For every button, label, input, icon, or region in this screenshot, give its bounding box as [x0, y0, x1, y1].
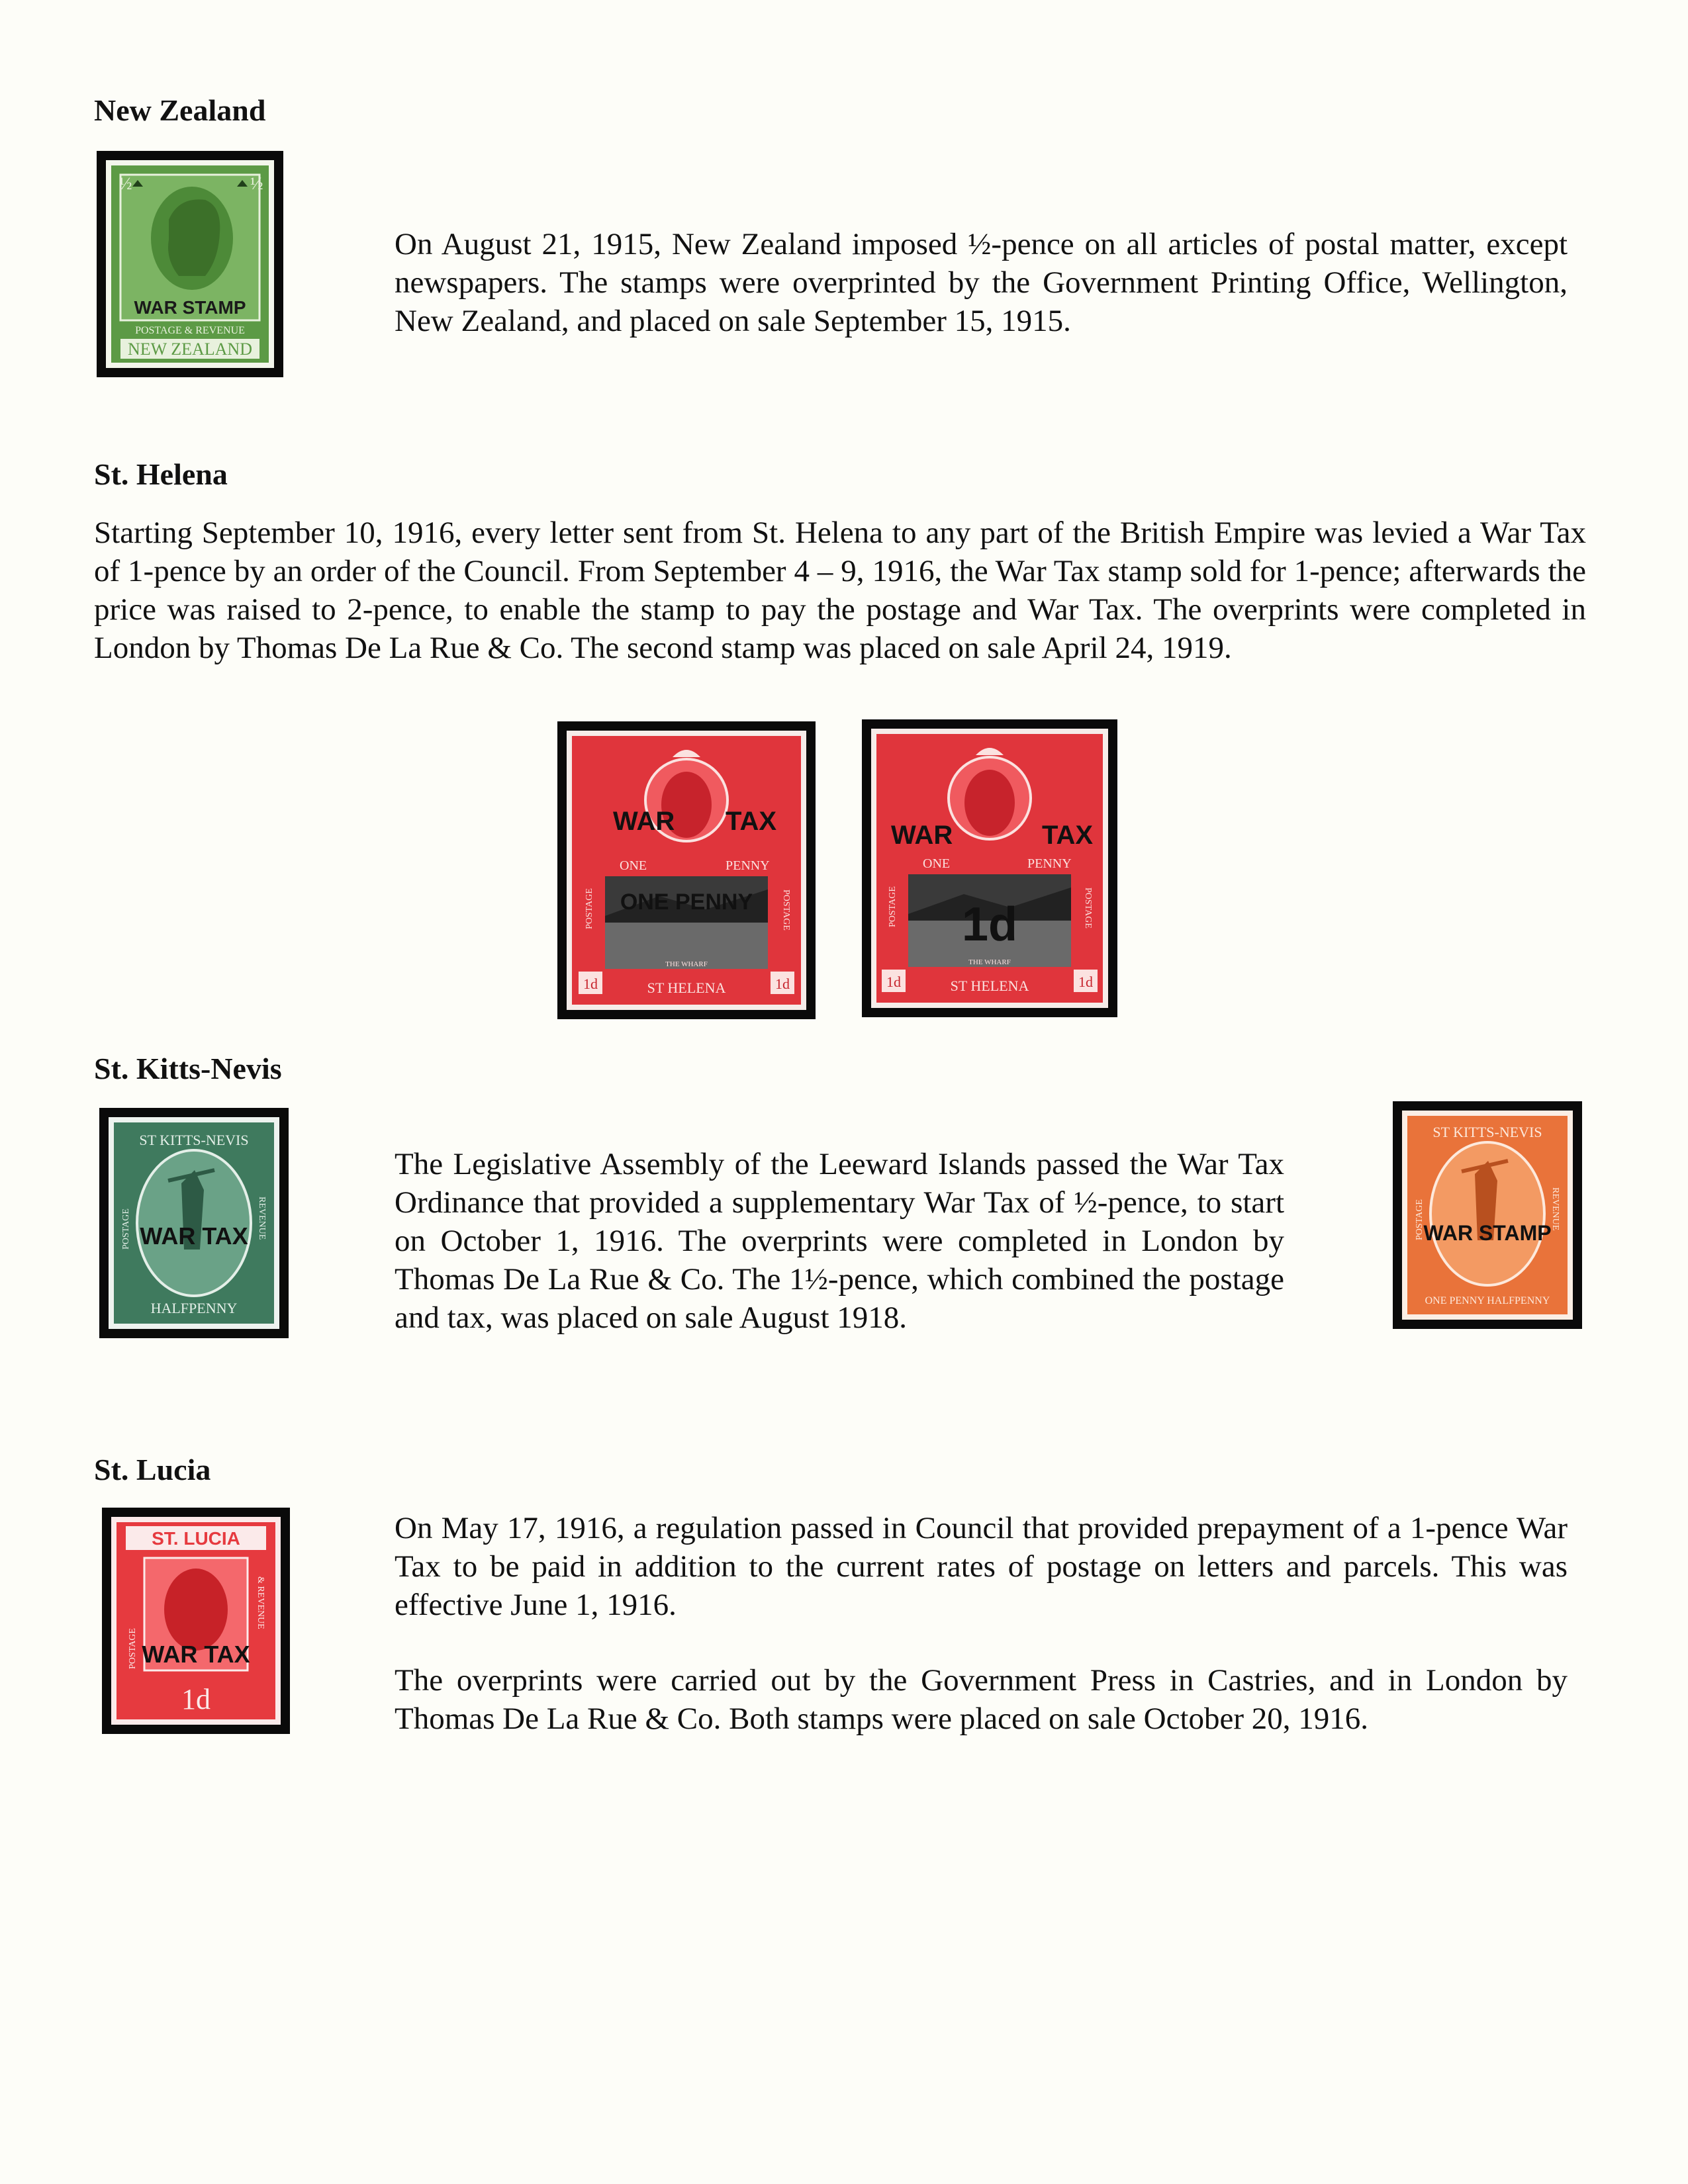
st-helena-2-value-left: 1d [886, 974, 901, 990]
st-helena-1-surcharge: ONE PENNY [620, 889, 753, 915]
stamp-st-helena-1 [557, 721, 816, 1019]
text-st-kitts-nevis: The Legislative Assembly of the Leeward Islands passed the War Tax Ordinance that provided a supplementary War Tax of ½-pence, to start on October 1, 1916. The overprints were completed in London by Thomas De La Rue & Co. The 1½-pence, which combined the postage and tax, was placed on sale August 1918. [395, 1147, 1284, 1335]
stamp-st-helena-2 [862, 719, 1117, 1017]
text-st-helena: Starting September 10, 1916, every letter sent from St. Helena to any part of the British Empire was levied a War Tax of 1-pence by an order of the Council. From September 4 – 9, 1916, the War Tax stamp sold for 1-pence; afterwards the price was raised to 2-pence, to enable the stamp to pay the postage and War Tax. The overprints were completed in London by Thomas De La Rue & Co. The second stamp was placed on sale April 24, 1919. [94, 516, 1586, 665]
st-helena-2-wharf: THE WHARF [968, 958, 1011, 966]
st-helena-2-side-left: POSTAGE [888, 886, 898, 927]
st-kitts-1-overprint: WAR TAX [140, 1222, 248, 1250]
st-kitts-2-side-right: REVENUE [1550, 1187, 1560, 1231]
st-kitts-2-side-left: POSTAGE [1415, 1199, 1425, 1240]
st-helena-1-value-left: 1d [583, 976, 598, 992]
st-helena-2-image [871, 729, 1108, 1008]
st-lucia-image [111, 1517, 281, 1725]
st-helena-2-side-right: POSTAGE [1083, 887, 1093, 929]
st-kitts-1-bottom: HALFPENNY [150, 1300, 238, 1316]
nz-overprint: WAR STAMP [134, 297, 246, 318]
st-lucia-value: 1d [181, 1683, 211, 1715]
st-kitts-1-side-right: REVENUE [257, 1197, 267, 1240]
st-helena-1-side-right: POSTAGE [781, 889, 791, 931]
st-helena-1-value-right: 1d [775, 976, 790, 992]
text-new-zealand: On August 21, 1915, New Zealand imposed ½-pence on all articles of postal matter, except newspapers. The stamps were overprinted by the Government Printing Office, Wellington, New Zealand, and placed on sale September 15, 1915. [395, 227, 1568, 338]
st-helena-2-label-one: ONE [923, 856, 951, 871]
st-kitts-2-bottom: ONE PENNY HALFPENNY [1425, 1295, 1550, 1306]
st-helena-1-label-one: ONE [620, 858, 647, 873]
st-helena-1-side-left: POSTAGE [585, 888, 594, 929]
st-helena-2-ovp-left: WAR [891, 821, 953, 850]
st-helena-1-country: ST HELENA [647, 979, 726, 996]
st-lucia-side-left: POSTAGE [128, 1628, 138, 1669]
st-lucia-top: ST. LUCIA [152, 1528, 240, 1549]
st-kitts-2-image [1402, 1111, 1573, 1320]
stamp-st-kitts-1 [99, 1108, 289, 1338]
st-helena-1-image [567, 731, 806, 1010]
st-kitts-1-side-left: POSTAGE [121, 1208, 131, 1250]
stamp-st-kitts-2 [1393, 1101, 1582, 1329]
st-kitts-2-overprint: WAR STAMP [1423, 1221, 1552, 1245]
text-st-lucia-1: On May 17, 1916, a regulation passed in Council that provided prepayment of a 1-pence War Tax to be paid in addition to the current rates of postage on letters and parcels. This was effective June 1, 1916. [395, 1511, 1568, 1622]
nz-label-top: POSTAGE & REVENUE [135, 325, 245, 336]
nz-value-mark: ½ [119, 174, 132, 193]
stamp-st-lucia [102, 1508, 290, 1734]
st-lucia-side-right: & REVENUE [256, 1576, 265, 1629]
st-helena-1-wharf: THE WHARF [665, 960, 708, 968]
st-helena-2-surcharge: 1d [961, 898, 1018, 951]
st-helena-2-label-penny: PENNY [1027, 856, 1072, 871]
st-helena-1-ovp-left: WAR [613, 807, 675, 836]
st-helena-2-value-right: 1d [1078, 974, 1093, 990]
st-helena-2-ovp-right: TAX [1042, 821, 1094, 850]
st-lucia-overprint: WAR TAX [142, 1641, 250, 1668]
heading-st-lucia: St. Lucia [94, 1453, 211, 1486]
nz-value-mark-right: ½ [250, 174, 263, 193]
stamp-new-zealand [97, 151, 283, 377]
stamp-new-zealand-image [106, 160, 274, 368]
heading-st-helena: St. Helena [94, 457, 228, 491]
heading-new-zealand: New Zealand [94, 93, 266, 127]
st-kitts-1-image [109, 1117, 279, 1329]
st-kitts-2-top: ST KITTS-NEVIS [1432, 1124, 1542, 1140]
st-helena-2-country: ST HELENA [950, 978, 1029, 994]
st-helena-1-label-penny: PENNY [726, 858, 770, 873]
st-kitts-1-top: ST KITTS-NEVIS [139, 1132, 249, 1148]
nz-label-bottom: NEW ZEALAND [128, 340, 252, 359]
text-st-lucia-2: The overprints were carried out by the Government Press in Castries, and in London by Thomas De La Rue & Co. Both stamps were placed on sale October 20, 1916. [395, 1663, 1568, 1736]
heading-st-kitts-nevis: St. Kitts-Nevis [94, 1052, 282, 1085]
st-helena-1-ovp-right: TAX [726, 807, 777, 836]
